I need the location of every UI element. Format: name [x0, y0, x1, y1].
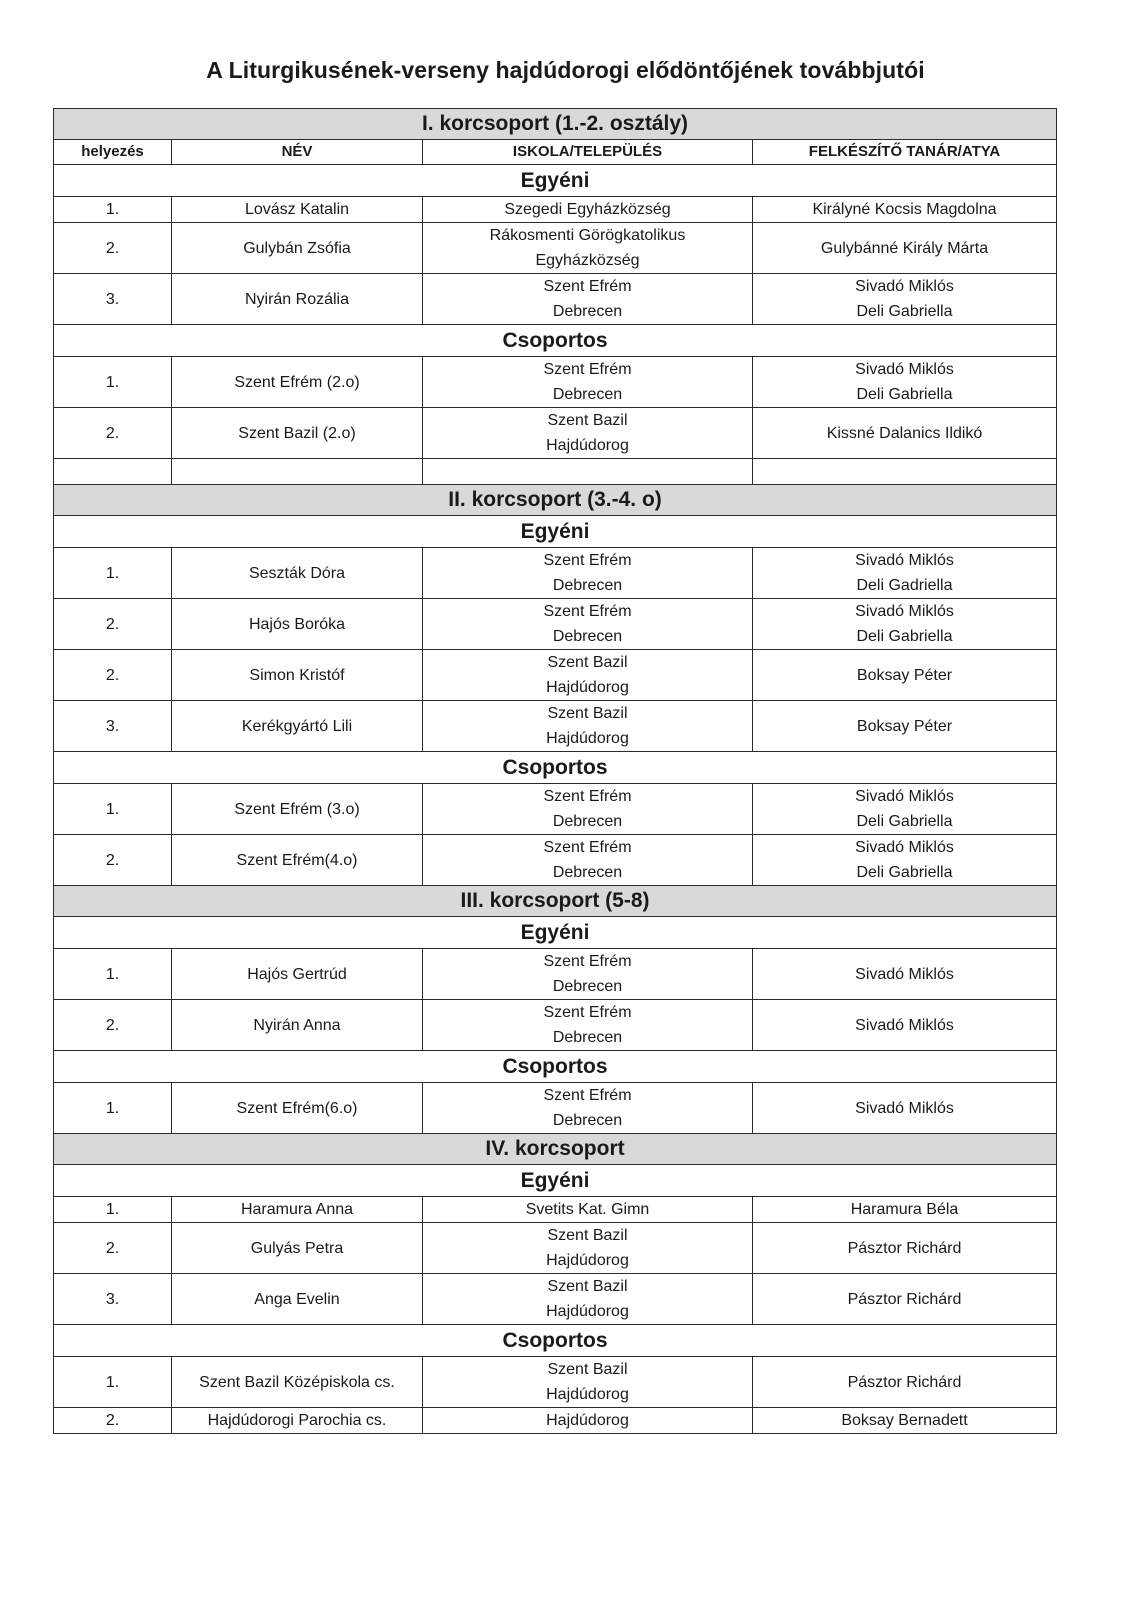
teacher-cell	[753, 1408, 1057, 1434]
teacher-line: Sivadó Miklós	[855, 1016, 954, 1034]
col-name-header: NÉV	[172, 140, 423, 165]
school-line: Debrecen	[552, 864, 623, 881]
name-cell: Szent Efrém(4.o)	[172, 835, 423, 886]
school-line: Hajdúdorog	[546, 1252, 629, 1269]
school-line: Szent Efrém	[543, 278, 632, 295]
category-row	[54, 1325, 1057, 1357]
table-row	[54, 1197, 1057, 1223]
teacher-line: Deli Gabriella	[856, 303, 953, 320]
category-title: Csoportos	[54, 1325, 1057, 1357]
school-line: Szent Efrém	[543, 361, 632, 378]
category-title: Egyéni	[54, 165, 1057, 197]
place-cell: 1.	[54, 1083, 172, 1134]
place-cell: 2.	[54, 599, 172, 650]
teacher-cell	[753, 1357, 1057, 1408]
table-row	[54, 274, 1057, 325]
group-title: III. korcsoport (5-8)	[54, 886, 1057, 917]
school-cell	[423, 1000, 753, 1051]
table-row	[54, 650, 1057, 701]
teacher-line: Sivadó Miklós	[855, 788, 954, 805]
category-row	[54, 917, 1057, 949]
teacher-line: Haramura Béla	[850, 1201, 959, 1218]
place-cell: 1.	[54, 1357, 172, 1408]
school-cell	[423, 223, 753, 274]
school-line: Szent Efrém	[543, 1004, 632, 1021]
school-line: Debrecen	[552, 303, 623, 320]
school-line: Szent Bazil	[547, 705, 628, 722]
category-title: Csoportos	[54, 752, 1057, 784]
group-title: II. korcsoport (3.-4. o)	[54, 485, 1057, 516]
place-cell: 1.	[54, 1197, 172, 1223]
table-row	[54, 197, 1057, 223]
category-row	[54, 752, 1057, 784]
school-cell	[423, 701, 753, 752]
school-line: Szent Bazil	[547, 654, 628, 671]
school-cell	[423, 1357, 753, 1408]
teacher-line: Sivadó Miklós	[855, 278, 954, 295]
teacher-line: Sivadó Miklós	[855, 361, 954, 378]
teacher-line: Boksay Péter	[856, 666, 953, 684]
school-line: Hajdúdorog	[546, 1386, 629, 1403]
name-cell: Szent Efrém (3.o)	[172, 784, 423, 835]
school-line: Szent Efrém	[543, 788, 632, 805]
teacher-cell	[753, 408, 1057, 459]
teacher-cell	[753, 835, 1057, 886]
name-cell: Gulyás Petra	[172, 1223, 423, 1274]
empty-cell	[423, 459, 753, 485]
table-row	[54, 1000, 1057, 1051]
teacher-cell	[753, 1223, 1057, 1274]
school-line: Szent Efrém	[543, 1087, 632, 1104]
name-cell: Szent Efrém(6.o)	[172, 1083, 423, 1134]
category-row	[54, 1165, 1057, 1197]
category-row	[54, 516, 1057, 548]
school-line: Hajdúdorog	[546, 1303, 629, 1320]
teacher-cell	[753, 650, 1057, 701]
school-line: Debrecen	[552, 386, 623, 403]
col-place-header: helyezés	[54, 140, 172, 165]
page-title: A Liturgikusének-verseny hajdúdorogi elődöntőjének továbbjutói	[206, 57, 925, 83]
col-school-header: ISKOLA/TELEPÜLÉS	[423, 140, 753, 165]
teacher-line: Deli Gabriella	[856, 386, 953, 403]
place-cell: 1.	[54, 197, 172, 223]
school-line: Szent Efrém	[543, 603, 632, 620]
teacher-line: Királyné Kocsis Magdolna	[812, 201, 997, 218]
place-cell: 2.	[54, 1408, 172, 1434]
school-line: Hajdúdorog	[546, 730, 629, 747]
table-row	[54, 1408, 1057, 1434]
school-cell	[423, 1223, 753, 1274]
results-table	[53, 108, 1057, 1434]
table-row	[54, 1223, 1057, 1274]
school-cell	[423, 599, 753, 650]
category-row	[54, 165, 1057, 197]
school-line: Hajdúdorog	[546, 1412, 629, 1429]
place-cell: 2.	[54, 1223, 172, 1274]
teacher-line: Deli Gabriella	[856, 864, 953, 881]
teacher-line: Sivadó Miklós	[855, 552, 954, 569]
place-cell: 3.	[54, 701, 172, 752]
school-cell	[423, 357, 753, 408]
teacher-cell	[753, 599, 1057, 650]
teacher-line: Pásztor Richárd	[847, 1290, 962, 1308]
empty-row	[54, 459, 1057, 485]
school-line: Debrecen	[552, 1029, 623, 1046]
table-row	[54, 1357, 1057, 1408]
group-title: I. korcsoport (1.-2. osztály)	[54, 109, 1057, 140]
teacher-line: Sivadó Miklós	[855, 839, 954, 856]
school-line: Szent Efrém	[543, 953, 632, 970]
school-line: Egyházközség	[535, 252, 640, 269]
empty-cell	[172, 459, 423, 485]
name-cell: Hajós Gertrúd	[172, 949, 423, 1000]
name-cell: Anga Evelin	[172, 1274, 423, 1325]
group-header-row	[54, 485, 1057, 516]
name-cell: Haramura Anna	[172, 1197, 423, 1223]
teacher-cell	[753, 949, 1057, 1000]
school-cell	[423, 548, 753, 599]
column-header-row	[54, 140, 1057, 165]
teacher-cell	[753, 197, 1057, 223]
table-row	[54, 701, 1057, 752]
name-cell: Simon Kristóf	[172, 650, 423, 701]
teacher-line: Deli Gabriella	[856, 813, 953, 830]
place-cell: 2.	[54, 835, 172, 886]
school-cell	[423, 1197, 753, 1223]
school-cell	[423, 197, 753, 223]
place-cell: 1.	[54, 784, 172, 835]
name-cell: Nyirán Rozália	[172, 274, 423, 325]
teacher-cell	[753, 223, 1057, 274]
school-line: Debrecen	[552, 813, 623, 830]
category-title: Egyéni	[54, 1165, 1057, 1197]
category-title: Egyéni	[54, 516, 1057, 548]
teacher-line: Deli Gadriella	[856, 577, 953, 594]
school-line: Svetits Kat. Gimn	[525, 1201, 650, 1218]
name-cell: Seszták Dóra	[172, 548, 423, 599]
place-cell: 3.	[54, 274, 172, 325]
teacher-cell	[753, 548, 1057, 599]
table-row	[54, 408, 1057, 459]
place-cell: 2.	[54, 408, 172, 459]
col-teacher-header: FELKÉSZÍTŐ TANÁR/ATYA	[753, 140, 1057, 165]
teacher-line: Pásztor Richárd	[847, 1373, 962, 1391]
teacher-line: Boksay Péter	[856, 717, 953, 735]
school-cell	[423, 949, 753, 1000]
table-row	[54, 223, 1057, 274]
name-cell: Gulybán Zsófia	[172, 223, 423, 274]
group-header-row	[54, 109, 1057, 140]
category-title: Csoportos	[54, 325, 1057, 357]
school-line: Szent Bazil	[547, 1278, 628, 1295]
name-cell: Szent Bazil (2.o)	[172, 408, 423, 459]
teacher-cell	[753, 357, 1057, 408]
group-title: IV. korcsoport	[54, 1134, 1057, 1165]
school-cell	[423, 408, 753, 459]
name-cell: Lovász Katalin	[172, 197, 423, 223]
category-row	[54, 1051, 1057, 1083]
teacher-cell	[753, 274, 1057, 325]
table-row	[54, 1083, 1057, 1134]
category-title: Csoportos	[54, 1051, 1057, 1083]
school-line: Hajdúdorog	[546, 679, 629, 696]
name-cell: Szent Efrém (2.o)	[172, 357, 423, 408]
teacher-cell	[753, 1000, 1057, 1051]
school-cell	[423, 784, 753, 835]
group-header-row	[54, 1134, 1057, 1165]
teacher-line: Sivadó Miklós	[855, 1099, 954, 1117]
school-line: Szent Efrém	[543, 839, 632, 856]
place-cell: 2.	[54, 1000, 172, 1051]
table-row	[54, 357, 1057, 408]
place-cell: 2.	[54, 650, 172, 701]
teacher-line: Boksay Bernadett	[841, 1412, 968, 1429]
school-cell	[423, 274, 753, 325]
category-row	[54, 325, 1057, 357]
school-line: Hajdúdorog	[546, 437, 629, 454]
empty-cell	[54, 459, 172, 485]
name-cell: Hajdúdorogi Parochia cs.	[172, 1408, 423, 1434]
school-line: Debrecen	[552, 628, 623, 645]
teacher-line: Gulybánné Király Márta	[820, 239, 989, 257]
teacher-cell	[753, 1083, 1057, 1134]
teacher-line: Pásztor Richárd	[847, 1239, 962, 1257]
school-line: Szent Efrém	[543, 552, 632, 569]
place-cell: 3.	[54, 1274, 172, 1325]
teacher-cell	[753, 701, 1057, 752]
school-line: Rákosmenti Görögkatolikus	[489, 227, 686, 244]
table-row	[54, 835, 1057, 886]
name-cell: Kerékgyártó Lili	[172, 701, 423, 752]
school-cell	[423, 1408, 753, 1434]
place-cell: 1.	[54, 548, 172, 599]
school-line: Debrecen	[552, 978, 623, 995]
table-row	[54, 949, 1057, 1000]
school-cell	[423, 835, 753, 886]
school-cell	[423, 1274, 753, 1325]
name-cell: Nyirán Anna	[172, 1000, 423, 1051]
teacher-line: Kissné Dalanics Ildikó	[826, 424, 983, 442]
table-row	[54, 548, 1057, 599]
table-row	[54, 784, 1057, 835]
place-cell: 2.	[54, 223, 172, 274]
teacher-cell	[753, 784, 1057, 835]
table-row	[54, 599, 1057, 650]
teacher-cell	[753, 1197, 1057, 1223]
place-cell: 1.	[54, 949, 172, 1000]
group-header-row	[54, 886, 1057, 917]
teacher-cell	[753, 1274, 1057, 1325]
name-cell: Hajós Boróka	[172, 599, 423, 650]
school-line: Szent Bazil	[547, 1227, 628, 1244]
school-line: Szent Bazil	[547, 412, 628, 429]
school-line: Szent Bazil	[547, 1361, 628, 1378]
name-cell: Szent Bazil Középiskola cs.	[172, 1357, 423, 1408]
teacher-line: Sivadó Miklós	[855, 603, 954, 620]
school-line: Debrecen	[552, 577, 623, 594]
teacher-line: Deli Gabriella	[856, 628, 953, 645]
empty-cell	[753, 459, 1057, 485]
category-title: Egyéni	[54, 917, 1057, 949]
place-cell: 1.	[54, 357, 172, 408]
school-cell	[423, 1083, 753, 1134]
table-row	[54, 1274, 1057, 1325]
school-line: Debrecen	[552, 1112, 623, 1129]
school-cell	[423, 650, 753, 701]
teacher-line: Sivadó Miklós	[855, 965, 954, 983]
school-line: Szegedi Egyházközség	[504, 201, 671, 218]
